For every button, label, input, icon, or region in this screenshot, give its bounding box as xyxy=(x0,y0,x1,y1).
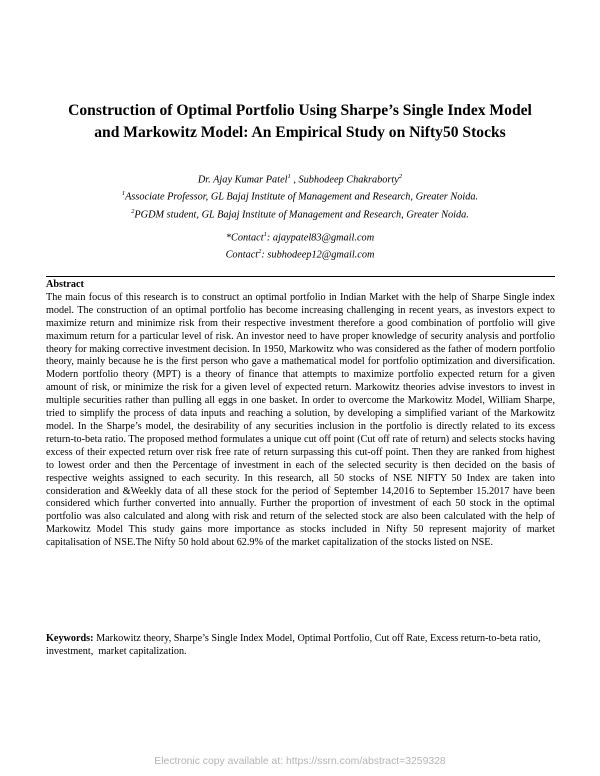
keywords-text: Markowitz theory, Sharpe’s Single Index Model, Optimal Portfolio, Cut off Rate, Excess return-to-beta ratio, investment, market capitalization. xyxy=(46,633,544,658)
ssrn-footer: Electronic copy available at: https://ssrn.com/abstract=3259328 xyxy=(154,756,446,767)
paper-title-line-2: and Markowitz Model: An Empirical Study on Nifty50 Stocks xyxy=(94,124,506,141)
contact-1-prefix: *Contact xyxy=(225,232,264,244)
abstract-section xyxy=(46,279,555,550)
keywords-label: Keywords: xyxy=(46,633,94,644)
author-separator: , xyxy=(290,174,299,186)
affiliation-2-text: PGDM student, GL Bajaj Institute of Management and Research, Greater Noida. xyxy=(134,209,469,221)
paper-title xyxy=(40,100,560,144)
contact-2-prefix: Contact xyxy=(225,249,259,261)
paper-title-line-1: Construction of Optimal Portfolio Using Sharpe’s Single Index Model xyxy=(68,102,532,119)
contact-1 xyxy=(40,228,560,245)
contact-1-marker: 1 xyxy=(263,231,267,238)
affiliation-2 xyxy=(40,205,560,222)
author-1-name: Dr. Ajay Kumar Patel xyxy=(197,174,288,186)
keywords-section xyxy=(46,632,555,659)
abstract-heading: Abstract xyxy=(46,279,84,290)
author-block xyxy=(40,170,560,222)
affiliation-2-marker: 2 xyxy=(131,207,135,215)
affiliation-1-marker: 1 xyxy=(121,190,126,198)
abstract-divider xyxy=(46,276,555,277)
contact-2-marker: 2 xyxy=(258,248,262,256)
author-line xyxy=(40,170,560,187)
contact-1-email[interactable]: : ajaypatel83@gmail.com xyxy=(266,232,375,244)
contact-2-email[interactable]: : subhodeep12@gmail.com xyxy=(261,249,375,261)
contact-block xyxy=(40,228,560,263)
author-2-marker: 2 xyxy=(398,173,403,180)
author-2-name: Subhodeep Chakraborty xyxy=(298,174,399,186)
abstract-body: The main focus of this research is to construct an optimal portfolio in Indian Market with the help of Sharpe Single index model. The construction of an optimal portfolio has become increasing challenging in recent years, as investors expect to maximize return and minimize risk from their respective investment therefore a good combination of portfolio will give maximum return for a particular level of risk. An investor need to have proper knowledge of security analysis and portfolio theory for making corrective investment decision. In 1950, Markowitz who was considered as the father of modern portfolio theory, mainly because he is the first person who gave a mathematical model for portfolio optimization and diversification. Modern portfolio theory (MPT) is a theory of finance that attempts to maximize portfolio expected return for a given amount of risk, or minimize the risk for a given level of expected return. Markowitz theories advise investors to invest in multiple securities rather than pulling all eggs in one basket. In order to overcome the Markowitz Model, William Sharpe, tried to simplify the process of data inputs and reaching a solution, by developing a simplified variant of the Markowitz model. In the Sharpe’s model, the desirability of any securities inclusion in the portfolio is directly related to its excess return-to-beta ratio. The proposed method formulates a unique cut off point (Cut off rate of return) and selects stocks having excess of their expected return over risk free rate of return surpassing this cut-off point. Then they are ranked from highest to lowest order and then the Percentage of investment in each of the selected security is then decided on the basis of respective weights assigned to each security. In this research, all 50 stocks of NSE NIFTY 50 Index are taken into consideration and &Weekly data of all these stock for the period of September 14,2016 to September 15.2017 have been considered which further converted into annually. Further the proportion of investment of each 50 stock in the optimal portfolio was also calculated and along with risk and return of the selected stock are also been calculated with the help of Markowitz Model This study gains more importance as stocks included in Nifty 50 represent majority of market capitalisation of NSE.The Nifty 50 hold about 62.9% of the market capitalization of the stocks listed on NSE. xyxy=(46,291,555,549)
affiliation-1-text: Associate Professor, GL Bajaj Institute of Management and Research, Greater Noida. xyxy=(125,191,479,203)
author-1-marker: 1 xyxy=(287,173,291,180)
contact-2 xyxy=(40,245,560,262)
affiliation-1 xyxy=(40,187,560,204)
